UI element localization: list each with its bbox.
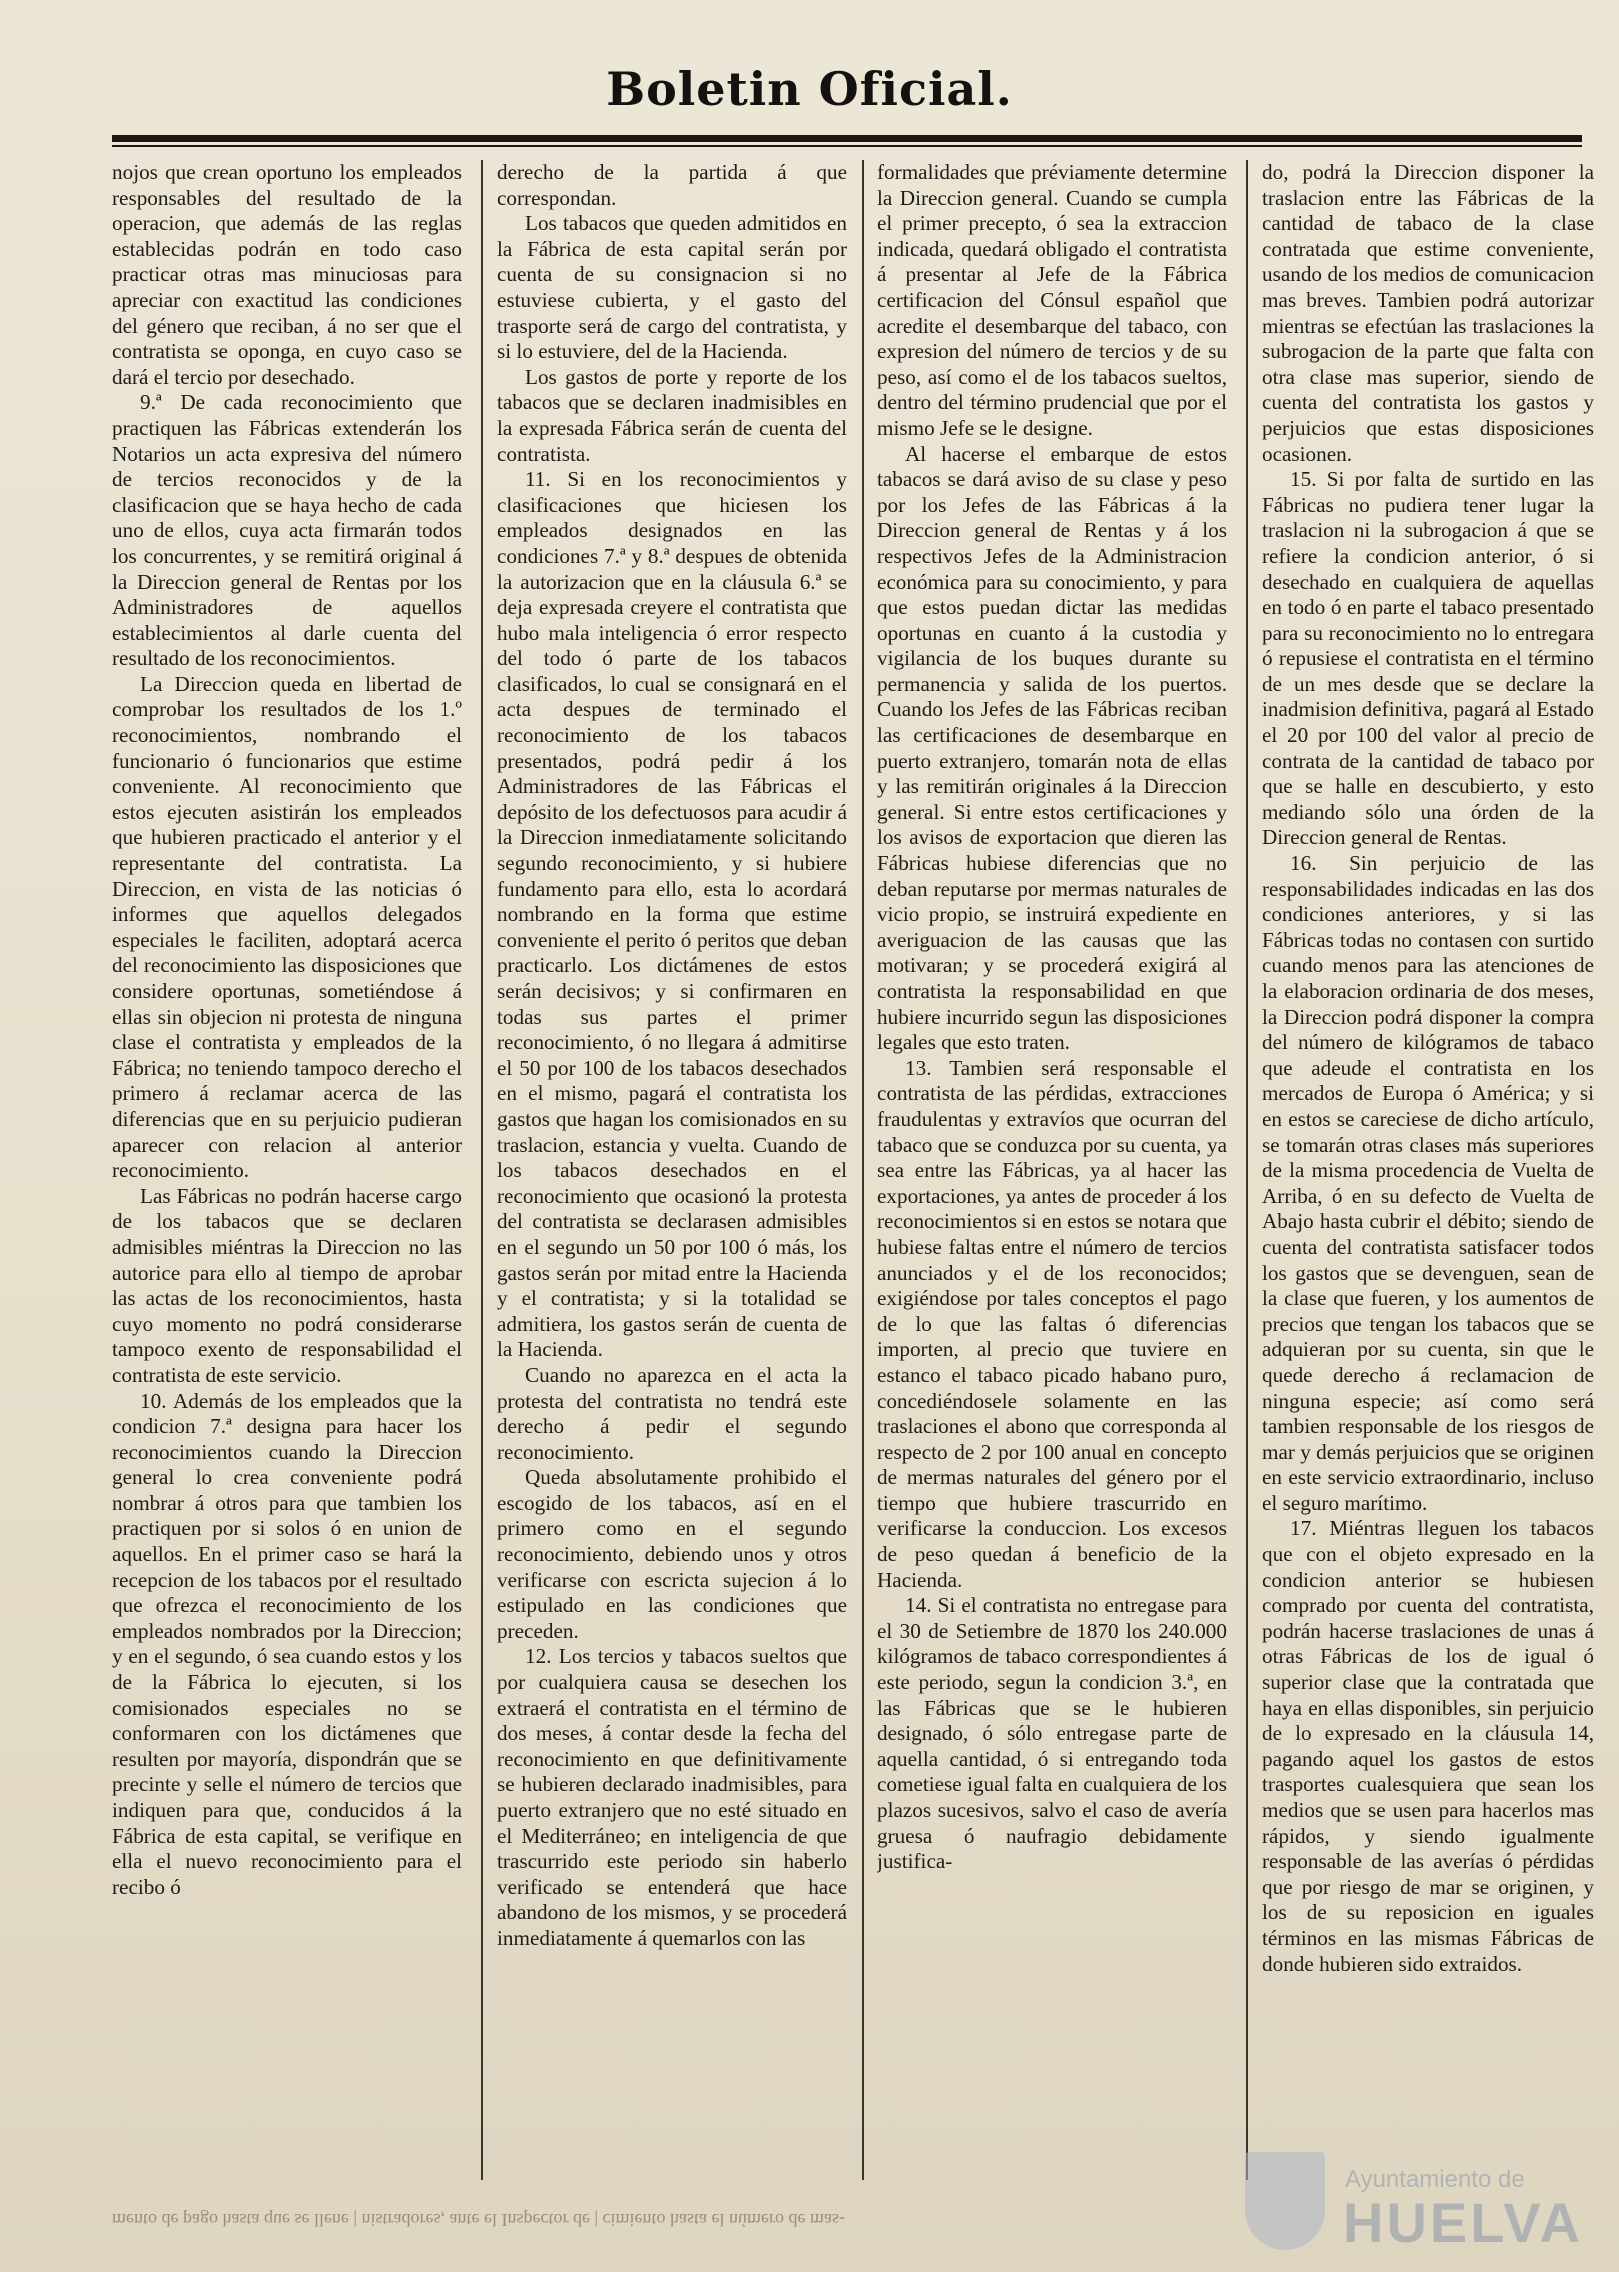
paragraph: 11. Si en los reconocimientos y clasificaciones que hiciesen los empleados designados en las condiciones 7.ª y 8.ª despues de obtenida la autorizacion que en la cláusula 6.ª se deja expresada creyere el contratista que hubo mala inteligencia ó error respecto del todo ó parte de los tabacos clasificados, lo cual se consignará en el acta despues de terminado el reconocimiento de los tabacos presentados, podrá pedir á los Administradores de las Fábricas el depósito de los defectuosos para acudir á la Direccion inmediatamente solicitando segundo reconocimiento, y si hubiere fundamento para ello, esta lo acordará nombrando en la forma que estime conveniente el perito ó peritos que deban practicarlo. Los dictámenes de estos serán decisivos; y si confirmaren en todas sus partes el primer reconocimiento, ó no llegara á admitirse el 50 por 100 de los tabacos desechados en el mismo, pagará el contratista los gastos que hagan los comisionados en su traslacion, estancia y vuelta. Cuando de los tabacos desechados en el reconocimiento que ocasionó la protesta del contratista se declarasen admisibles en el segundo un 50 por 100 ó más, los gastos serán por mitad entre la Hacienda y el contratista; y si la totalidad se admitiera, los gastos serán de cuenta de la Hacienda.: [497, 467, 847, 1362]
text-column-4: [1262, 160, 1594, 2180]
text-column-1: [112, 160, 462, 2180]
text-column-2: [497, 160, 847, 2180]
header-rule-thin: [112, 145, 1582, 147]
paragraph: formalidades que préviamente determine la Direccion general. Cuando se cumpla el primer precepto, ó sea la extraccion indicada, quedará obligado el contratista á presentar al Jefe de la Fábrica certificacion del Cónsul español que acredite el desembarque del tabaco, con expresion del número de tercios y de su peso, así como el de los tabacos sueltos, dentro del término prudencial que por el mismo Jefe se le designe.: [877, 160, 1227, 440]
column-divider: [1246, 160, 1248, 2180]
paragraph: Queda absolutamente prohibido el escogido de los tabacos, así en el primero como en el segundo reconocimiento, debiendo unos y otros verificarse con escricta sujecion á lo estipulado en las condiciones que preceden.: [497, 1465, 847, 1643]
bleed-through-text: mento de pago hasta que se llene | nistradores, ante el Inspector de | cimiento hasta el número de mas-: [112, 2210, 845, 2230]
paragraph: Los tabacos que queden admitidos en la Fábrica de esta capital serán por cuenta de su consignacion si no estuviese cubierta, y el gasto del trasporte será de cargo del contratista, y si lo estuviere, del de la Hacienda.: [497, 211, 847, 364]
paragraph: Al hacerse el embarque de estos tabacos se dará aviso de su clase y peso por los Jefes de las Fábricas á la Direccion general de Rentas y á los respectivos Jefes de la Administracion económica para su conocimiento, y para que estos puedan dictar las medidas oportunas en cuanto á la custodia y vigilancia de los buques durante su permanencia y salida de los puertos. Cuando los Jefes de las Fábricas reciban las certificaciones de desembarque en puerto extranjero, tomarán nota de ellas y las remitirán originales á la Direccion general. Si entre estos certificaciones y los avisos de exportacion que dieren las Fábricas hubiese diferencias que no deban reputarse por mermas naturales de vicio propio, se instruirá expediente en averiguacion de las causas que las motivaran; y se procederá exigirá al contratista la responsabilidad en que hubiere incurrido segun las disposiciones legales que esto traten.: [877, 441, 1227, 1055]
paragraph: 14. Si el contratista no entregase para el 30 de Setiembre de 1870 los 240.000 kilógramos de tabaco correspondientes á este periodo, segun la condicion 3.ª, en las Fábricas que se le hubieren designado, ó sólo entregase parte de aquella cantidad, ó si entregando toda cometiese igual falta en cualquiera de los plazos sucesivos, salvo el caso de avería gruesa ó naufragio debidamente justifica-: [877, 1593, 1227, 1874]
watermark-top-text: Ayuntamiento de: [1345, 2166, 1525, 2193]
paragraph: 10. Además de los empleados que la condicion 7.ª designa para hacer los reconocimientos cuando la Direccion general lo crea conveniente podrá nombrar á otros para que tambien los practiquen por si solos ó en union de aquellos. En el primer caso se hará la recepcion de los tabacos por el resultado que ofrezca el reconocimiento de los empleados nombrados por la Direccion; y en el segundo, ó sea cuando estos y los de la Fábrica lo ejecuten, si los comisionados especiales no se conformaren con los dictámenes que resulten por mayoría, dispondrán que se precinte y selle el número de tercios que indiquen para que, conducidos á la Fábrica de esta capital, se verifique en ella el nuevo reconocimiento para el recibo ó: [112, 1388, 462, 1899]
paragraph: 13. Tambien será responsable el contratista de las pérdidas, extracciones fraudulentas y extravíos que ocurran del tabaco que se conduzca por su cuenta, ya sea entre las Fábricas, ya al hacer las exportaciones, ya antes de proceder á los reconocimientos si en estos se notara que hubiese faltas entre el número de tercios anunciados y el de los reconocidos; exigiéndose por tales conceptos el pago de lo que las faltas ó diferencias importen, al precio que tuviere en estanco el tabaco picado habano puro, concediéndosele solamente en las traslaciones el abono que corresponda al respecto de 2 por 100 anual en concepto de mermas naturales del género por el tiempo que hubiere trascurrido en verificarse la conduccion. Los excesos de peso quedan á beneficio de la Hacienda.: [877, 1055, 1227, 1592]
paragraph: 12. Los tercios y tabacos sueltos que por cualquiera causa se desechen los extraerá el contratista en el término de dos meses, á contar desde la fecha del reconocimiento en que definitivamente se hubieren declarado inadmisibles, para puerto extranjero que no esté situado en el Mediterráneo; en inteligencia de que trascurrido este periodo sin haberlo verificado se entenderá que hace abandono de los mismos, y se procederá inmediatamente á quemarlos con las: [497, 1644, 847, 1950]
paragraph: 9.ª De cada reconocimiento que practiquen las Fábricas extenderán los Notarios un acta expresiva del número de tercios reconocidos y de la clasificacion que se haya hecho de cada uno de ellos, cuya acta firmarán todos los concurrentes, y se remitirá original á la Direccion general de Rentas por los Administradores de aquellos establecimientos al darle cuenta del resultado de los reconocimientos.: [112, 390, 462, 671]
paragraph: Cuando no aparezca en el acta la protesta del contratista no tendrá este derecho á pedir el segundo reconocimiento.: [497, 1362, 847, 1464]
paragraph: 15. Si por falta de surtido en las Fábricas no pudiera tener lugar la traslacion ni la subrogacion á que se refiere la condicion anterior, ó si desechado en cualquiera de aquellas en todo ó en parte el tabaco presentado para su reconocimiento no lo entregara ó repusiese el contratista en el término de un mes desde que se declare la inadmision definitiva, pagará al Estado el 20 por 100 del valor al precio de contrata de la cantidad de tabaco por que se halle en descubierto, y esto mediando sólo una órden de la Direccion general de Rentas.: [1262, 467, 1594, 850]
paragraph: 17. Miéntras lleguen los tabacos que con el objeto expresado en la condicion anterior se hubiesen comprado por cuenta del contratista, podrán hacerse traslaciones de unas á otras Fábricas de los de igual ó superior clase que la contratada que haya en ellas disponibles, sin perjuicio de lo expresado en la cláusula 14, pagando aquel los gastos de estos trasportes cualesquiera que sean los medios que se usen para hacerlos mas rápidos, y siendo igualmente responsable de las averías ó pérdidas que por riesgo de mar se originen, y los de su reposicion en iguales términos en las mismas Fábricas de donde hubieren sido extraidos.: [1262, 1516, 1594, 1976]
text-column-3: [877, 160, 1227, 2180]
paragraph: Los gastos de porte y reporte de los tabacos que se declaren inadmisibles en la expresada Fábrica serán de cuenta del contratista.: [497, 364, 847, 466]
coat-of-arms-icon: [1245, 2152, 1325, 2250]
masthead-title: Boletin Oficial.: [606, 62, 1013, 116]
column-divider: [862, 160, 864, 2180]
paragraph: do, podrá la Direccion disponer la traslacion entre las Fábricas de la cantidad de tabaco de la clase contratada que estime conveniente, usando de los medios de comunicacion mas breves. Tambien podrá autorizar mientras se efectúan las traslaciones la subrogacion de la parte que falta con otra clase mas superior, siendo de cuenta del contratista los gastos y perjuicios que estas disposiciones ocasionen.: [1262, 160, 1594, 466]
paragraph: 16. Sin perjuicio de las responsabilidades indicadas en las dos condiciones anteriores, y si las Fábricas todas no contasen con surtido cuando menos para las atenciones de la elaboracion ordinaria de dos meses, la Direccion podrá disponer la compra del número de kilógramos de tabaco que adeude el contratista en los mercados de Europa ó América; y si en estos se careciese de dicho artículo, se tomarán otras clases más superiores de la misma procedencia de Vuelta de Arriba, ó en su defecto de Vuelta de Abajo hasta cubrir el débito; siendo de cuenta del contratista satisfacer todos los gastos que se devenguen, sean de la clase que fueren, y los aumentos de precios que tengan los tabacos que se adquieran por su cuenta, sin que le quede derecho á reclamacion de ninguna especie; así como será tambien responsable de los riesgos de mar y demás perjuicios que se originen en este servicio extraordinario, incluso el seguro marítimo.: [1262, 851, 1594, 1515]
watermark-main-text: HUELVA: [1343, 2191, 1583, 2254]
header-rule-thick: [112, 135, 1582, 142]
paragraph: Las Fábricas no podrán hacerse cargo de los tabacos que se declaren admisibles miéntras la Direccion no las autorice para ello al tiempo de aprobar las actas de los reconocimientos, hasta cuyo momento no podrá considerarse tampoco exento de responsabilidad el contratista de este servicio.: [112, 1183, 462, 1387]
paragraph: nojos que crean oportuno los empleados responsables del resultado de la operacion, que además de las reglas establecidas podrán en todo caso practicar otras mas minuciosas para apreciar con exactitud las condiciones del género que reciban, á no ser que el contratista se oponga, en cuyo caso se dará el tercio por desechado.: [112, 160, 462, 389]
column-divider: [481, 160, 483, 2180]
archive-watermark: [1245, 2148, 1605, 2258]
paragraph: La Direccion queda en libertad de comprobar los resultados de los 1.º reconocimientos, nombrando el funcionario ó funcionarios que estime conveniente. Al reconocimiento que estos ejecuten asistirán los empleados que hubieren practicado el anterior y el representante del contratista. La Direccion, en vista de las noticias ó informes que aquellos delegados especiales le faciliten, adoptará acerca del reconocimiento las disposiciones que considere oportunas, sometiéndose á ellas sin objecion ni protesta de ninguna clase el contratista y empleados de la Fábrica; no teniendo tampoco derecho el primero á reclamar acerca de las diferencias que en su perjuicio pudieran aparecer con relacion al anterior reconocimiento.: [112, 671, 462, 1183]
paragraph: derecho de la partida á que correspondan.: [497, 160, 847, 210]
